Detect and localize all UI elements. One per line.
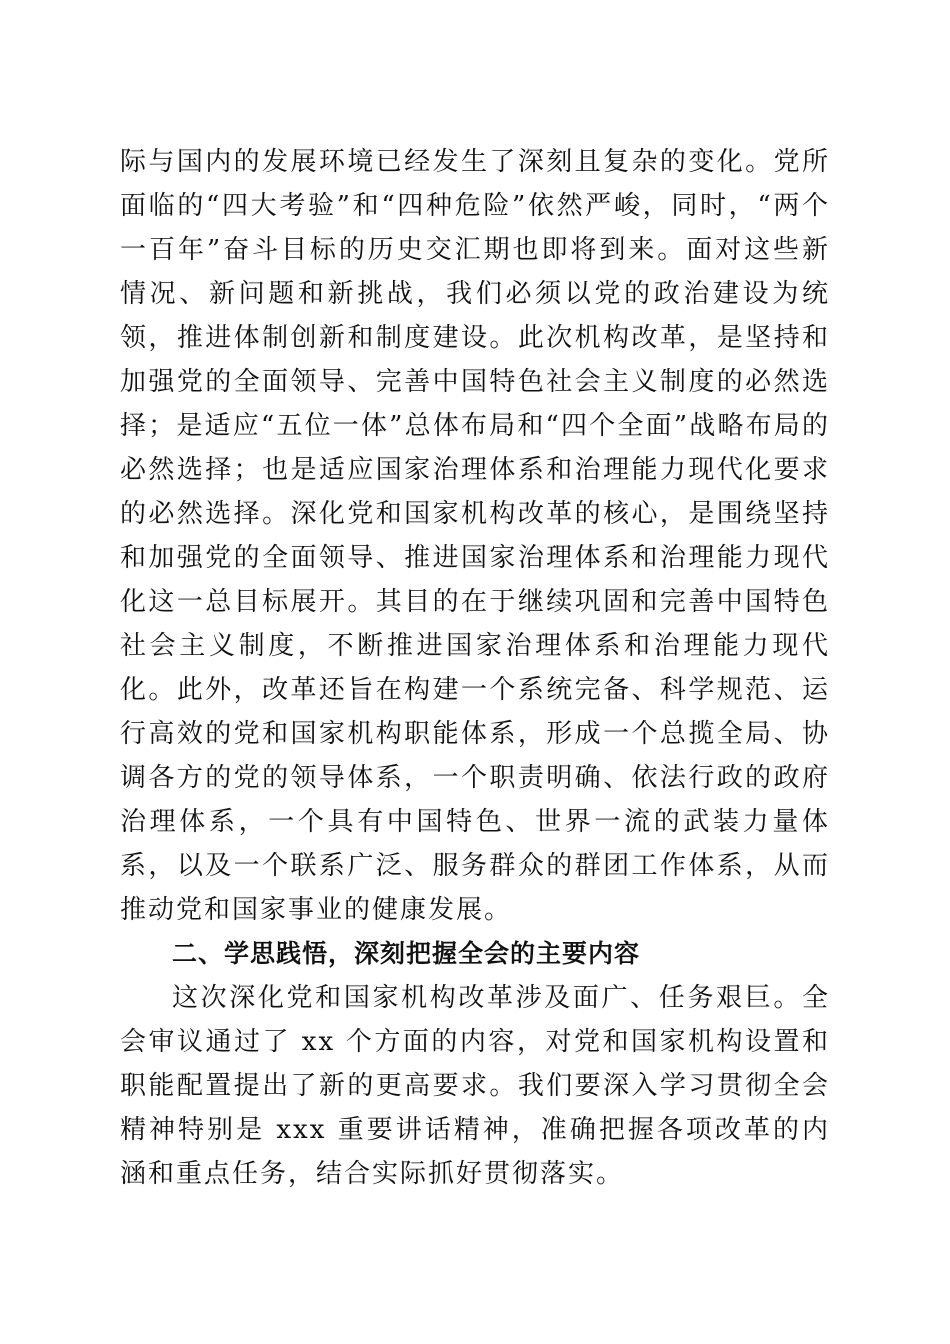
continued-paragraph: 际与国内的发展环境已经发生了深刻且复杂的变化。党所面临的“四大考验”和“四种危险”依然严峻，同时，“两个一百年”奋斗目标的历史交汇期也即将到来。面对这些新情况、新问题和新挑战，我们必须以党的政治建设为统领，推进体制创新和制度建设。此次机构改革，是坚持和加强党的全面领导、完善中国特色社会主义制度的必然选择；是适应“五位一体”总体布局和“四个全面”战略布局的必然选择；也是适应国家治理体系和治理能力现代化要求的必然选择。深化党和国家机构改革的核心，是围绕坚持和加强党的全面领导、推进国家治理体系和治理能力现代化这一总目标展开。其目的在于继续巩固和完善中国特色社会主义制度，不断推进国家治理体系和治理能力现代化。此外，改革还旨在构建一个系统完备、科学规范、运行高效的党和国家机构职能体系，形成一个总揽全局、协调各方的党的领导体系，一个职责明确、依法行政的政府治理体系，一个具有中国特色、世界一流的武装力量体系，以及一个联系广泛、服务群众的群团工作体系，从而推动党和国家事业的健康发展。 [120,147,830,925]
section-paragraph: 这次深化党和国家机构改革涉及面广、任务艰巨。全会审议通过了 xx 个方面的内容，对党和国家机构设置和职能配置提出了新的更高要求。我们要深入学习贯彻全会精神特别是 xxx 重要讲话精神，准确把握各项改革的内涵和重点任务，结合实际抓好贯彻落实。 [120,983,830,1189]
document-body [120,140,830,1196]
section-heading: 二、学思践悟，深刻把握全会的主要内容 [172,939,641,968]
